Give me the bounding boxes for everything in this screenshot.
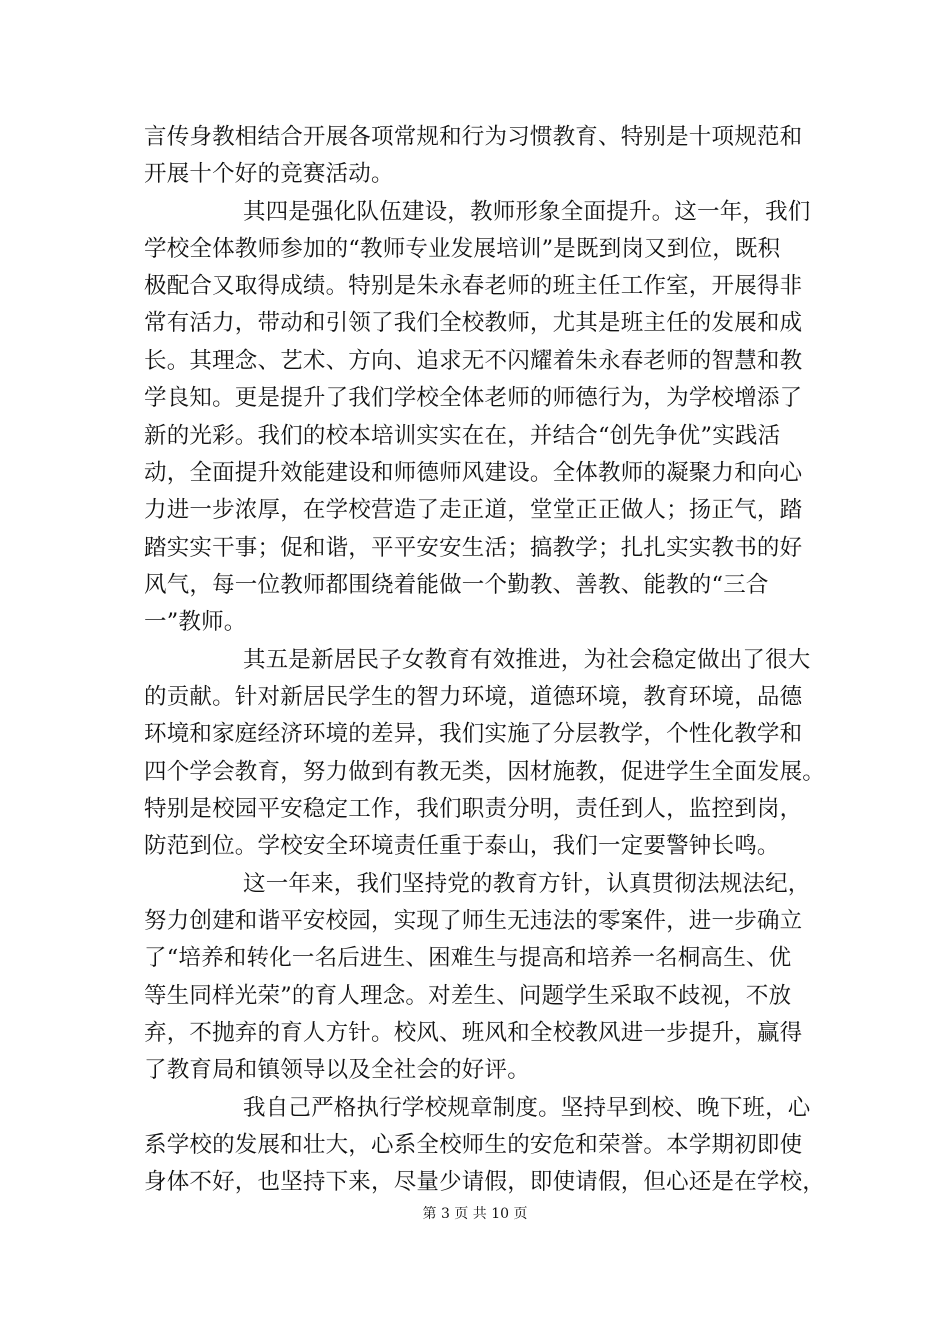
text-line: 四个学会教育，努力做到有教无类，因材施教，促进学生全面发展。 — [144, 759, 826, 785]
text-line: 极配合又取得成绩。特别是朱永春老师的班主任工作室，开展得非 — [144, 273, 803, 299]
text-line: 学校全体教师参加的“教师专业发展培训”是既到岗又到位，既积 — [144, 236, 781, 262]
text-line: 系学校的发展和壮大，心系全校师生的安危和荣誉。本学期初即使 — [144, 1132, 803, 1158]
text-line: 了“培养和转化一名后进生、困难生与提高和培养一名桐高生、优 — [144, 945, 792, 971]
text-line: 长。其理念、艺术、方向、追求无不闪耀着朱永春老师的智慧和教 — [144, 348, 803, 374]
text-line: 我自己严格执行学校规章制度。坚持早到校、晚下班，心 — [243, 1095, 811, 1121]
text-line: 防范到位。学校安全环境责任重于泰山，我们一定要警钟长鸣。 — [144, 833, 780, 859]
text-line: 弃，不抛弃的育人方针。校风、班风和全校教风进一步提升，赢得 — [144, 1020, 803, 1046]
text-line: 了教育局和镇领导以及全社会的好评。 — [144, 1057, 530, 1083]
text-line: 常有活力，带动和引领了我们全校教师，尤其是班主任的发展和成 — [144, 310, 803, 336]
text-line: 特别是校园平安稳定工作，我们职责分明，责任到人，监控到岗， — [144, 796, 803, 822]
text-line: 踏实实干事；促和谐，平平安安生活；搞教学；扎扎实实教书的好 — [144, 535, 803, 561]
text-line: 力进一步浓厚，在学校营造了走正道，堂堂正正做人；扬正气，踏 — [144, 497, 803, 523]
text-line: 身体不好，也坚持下来，尽量少请假，即使请假，但心还是在学校， — [144, 1169, 826, 1195]
text-line: 动，全面提升效能建设和师德师风建设。全体教师的凝聚力和向心 — [144, 460, 803, 486]
text-line: 开展十个好的竞赛活动。 — [144, 161, 394, 187]
page-footer: 第 3 页 共 10 页 — [422, 1206, 528, 1222]
text-line: 努力创建和谐平安校园，实现了师生无违法的零案件，进一步确立 — [144, 908, 803, 934]
text-line: 一”教师。 — [144, 609, 247, 635]
text-line: 言传身教相结合开展各项常规和行为习惯教育、特别是十项规范和 — [144, 124, 803, 150]
text-line: 新的光彩。我们的校本培训实实在在，并结合“创先争优”实践活 — [144, 423, 781, 449]
text-line: 这一年来，我们坚持党的教育方针，认真贯彻法规法纪， — [243, 871, 811, 897]
text-line: 其五是新居民子女教育有效推进，为社会稳定做出了很大 — [243, 647, 811, 673]
text-line: 等生同样光荣”的育人理念。对差生、问题学生采取不歧视，不放 — [144, 983, 792, 1009]
text-line: 其四是强化队伍建设，教师形象全面提升。这一年，我们 — [243, 199, 811, 225]
text-line: 环境和家庭经济环境的差异，我们实施了分层教学，个性化教学和 — [144, 721, 803, 747]
text-line: 的贡献。针对新居民学生的智力环境，道德环境，教育环境，品德 — [144, 684, 803, 710]
text-line: 风气，每一位教师都围绕着能做一个勤教、善教、能教的“三合 — [144, 572, 769, 598]
text-line: 学良知。更是提升了我们学校全体老师的师德行为，为学校增添了 — [144, 385, 803, 411]
